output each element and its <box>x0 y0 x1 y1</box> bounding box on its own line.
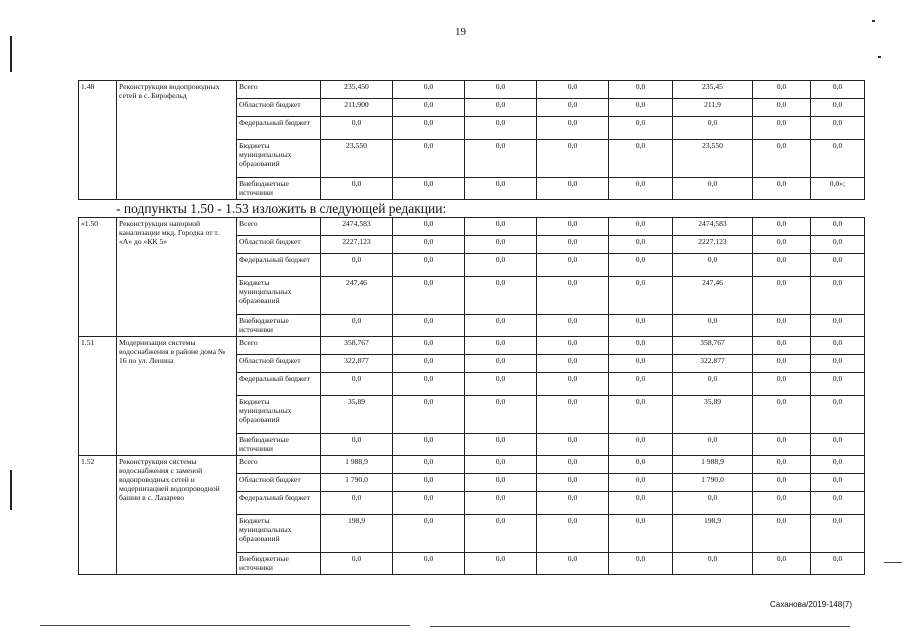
amount-cell: 0,0 <box>393 373 465 396</box>
amount-cell: 0,0 <box>393 218 465 236</box>
amount-cell: 0,0 <box>537 396 609 434</box>
amount-cell: 1 790,0 <box>321 474 393 492</box>
amount-cell: 0,0 <box>609 492 673 515</box>
amount-cell: 0,0 <box>811 396 865 434</box>
amount-cell: 0,0 <box>609 337 673 355</box>
amount-cell: 0,0 <box>753 456 811 474</box>
amount-cell: 0,0 <box>465 99 537 117</box>
amount-cell: 0,0 <box>393 117 465 140</box>
amount-cell: 35,89 <box>673 396 753 434</box>
amount-cell: 0,0 <box>609 99 673 117</box>
amount-cell: 0,0 <box>811 236 865 254</box>
amount-cell: 1 988,9 <box>673 456 753 474</box>
amount-cell: 0,0 <box>609 178 673 200</box>
amount-cell: 0,0 <box>321 117 393 140</box>
amount-cell: 0,0 <box>811 99 865 117</box>
amount-cell: 0,0 <box>465 474 537 492</box>
amount-cell: 0,0 <box>537 178 609 200</box>
amount-cell: 0,0 <box>465 337 537 355</box>
amount-cell: 0,0 <box>673 315 753 337</box>
amount-cell: 0,0 <box>537 337 609 355</box>
document-code: Саханова/2019-148(7) <box>770 600 852 609</box>
table-row <box>79 81 865 99</box>
amount-cell: 0,0 <box>537 81 609 99</box>
amount-cell: 23,550 <box>673 140 753 178</box>
funding-source: Бюджеты муниципальных образований <box>237 140 321 178</box>
budget-table-1-48 <box>78 80 865 200</box>
amount-cell: 0,0 <box>393 492 465 515</box>
amount-cell: 0,0 <box>321 254 393 277</box>
amount-cell: 0,0 <box>673 254 753 277</box>
amount-cell: 0,0 <box>753 337 811 355</box>
amount-cell: 0,0 <box>321 315 393 337</box>
amount-cell: 0,0 <box>609 140 673 178</box>
amount-cell: 0,0 <box>465 178 537 200</box>
amount-cell: 0,0 <box>673 434 753 456</box>
amount-cell: 0,0 <box>811 337 865 355</box>
scan-edge-mark <box>10 470 12 510</box>
amount-cell: 0,0 <box>393 474 465 492</box>
amount-cell: 247,46 <box>321 277 393 315</box>
table-row <box>79 456 865 474</box>
amount-cell: 0,0 <box>537 254 609 277</box>
amount-cell: 0,0 <box>465 434 537 456</box>
amount-cell: 0,0 <box>753 117 811 140</box>
scan-edge-mark <box>10 36 12 72</box>
funding-source: Федеральный бюджет <box>237 117 321 140</box>
amount-cell: 0,0 <box>537 355 609 373</box>
amount-cell: 2227,123 <box>321 236 393 254</box>
amount-cell: 0,0 <box>811 254 865 277</box>
item-name: Реконструкция напорной канализации мкд. Городка от т. «А» до «КК 5» <box>117 218 237 337</box>
amount-cell: 0,0 <box>321 178 393 200</box>
amount-cell: 0,0 <box>393 456 465 474</box>
amount-cell: 0,0 <box>609 218 673 236</box>
amount-cell: 1 790,0 <box>673 474 753 492</box>
amount-cell: 198,9 <box>673 515 753 553</box>
amount-cell: 235,45 <box>673 81 753 99</box>
amount-cell: 0,0 <box>537 373 609 396</box>
amount-cell: 0,0 <box>537 218 609 236</box>
funding-source: Областной бюджет <box>237 236 321 254</box>
amount-cell: 0,0 <box>811 515 865 553</box>
funding-source: Федеральный бюджет <box>237 492 321 515</box>
amount-cell: 0,0 <box>537 277 609 315</box>
funding-source: Внебюджетные источники <box>237 178 321 200</box>
amount-cell: 0,0 <box>393 396 465 434</box>
amount-cell: 0,0 <box>321 553 393 575</box>
amount-cell: 0,0 <box>537 434 609 456</box>
amount-cell: 0,0 <box>609 456 673 474</box>
amount-cell: 0,0 <box>465 553 537 575</box>
amount-cell: 0,0 <box>609 315 673 337</box>
scan-side-line <box>884 562 902 563</box>
amount-cell: 0,0 <box>673 492 753 515</box>
amount-cell: 0,0»; <box>811 178 865 200</box>
table-row <box>79 218 865 236</box>
amount-cell: 0,0 <box>465 456 537 474</box>
amount-cell: 0,0 <box>537 456 609 474</box>
amount-cell: 0,0 <box>321 373 393 396</box>
amount-cell: 2474,583 <box>673 218 753 236</box>
amount-cell: 0,0 <box>321 492 393 515</box>
amount-cell: 0,0 <box>465 492 537 515</box>
item-number: 1.48 <box>79 81 117 200</box>
amount-cell: 0,0 <box>609 254 673 277</box>
funding-source: Внебюджетные источники <box>237 315 321 337</box>
amount-cell: 0,0 <box>811 315 865 337</box>
amount-cell: 0,0 <box>753 553 811 575</box>
amount-cell: 1 988,9 <box>321 456 393 474</box>
amount-cell: 211,900 <box>321 99 393 117</box>
amount-cell: 0,0 <box>811 277 865 315</box>
amount-cell: 247,46 <box>673 277 753 315</box>
amount-cell: 2474,583 <box>321 218 393 236</box>
amount-cell: 0,0 <box>393 254 465 277</box>
amount-cell: 0,0 <box>753 474 811 492</box>
amount-cell: 0,0 <box>537 315 609 337</box>
item-name: Модернизация системы водоснабжения в районе дома № 16 по ул. Ленина <box>117 337 237 456</box>
amount-cell: 0,0 <box>393 337 465 355</box>
amount-cell: 0,0 <box>753 396 811 434</box>
amount-cell: 0,0 <box>753 254 811 277</box>
amount-cell: 0,0 <box>609 474 673 492</box>
amount-cell: 0,0 <box>811 434 865 456</box>
amount-cell: 0,0 <box>753 99 811 117</box>
amount-cell: 0,0 <box>609 373 673 396</box>
amount-cell: 0,0 <box>753 236 811 254</box>
amount-cell: 0,0 <box>811 218 865 236</box>
amount-cell: 0,0 <box>811 117 865 140</box>
amount-cell: 0,0 <box>609 81 673 99</box>
amount-cell: 0,0 <box>393 553 465 575</box>
amount-cell: 0,0 <box>609 355 673 373</box>
item-number: 1.51 <box>79 337 117 456</box>
amount-cell: 0,0 <box>465 396 537 434</box>
funding-source: Федеральный бюджет <box>237 254 321 277</box>
amount-cell: 0,0 <box>609 553 673 575</box>
scan-bottom-line <box>430 626 850 627</box>
amount-cell: 0,0 <box>465 515 537 553</box>
amount-cell: 0,0 <box>465 140 537 178</box>
amount-cell: 0,0 <box>465 355 537 373</box>
amount-cell: 0,0 <box>753 277 811 315</box>
amount-cell: 0,0 <box>753 492 811 515</box>
scan-speck <box>872 20 875 22</box>
amount-cell: 0,0 <box>393 277 465 315</box>
amount-cell: 0,0 <box>673 178 753 200</box>
funding-source: Внебюджетные источники <box>237 553 321 575</box>
amount-cell: 0,0 <box>321 434 393 456</box>
funding-source: Всего <box>237 81 321 99</box>
amount-cell: 0,0 <box>753 434 811 456</box>
amount-cell: 0,0 <box>811 81 865 99</box>
section-subheading: - подпункты 1.50 - 1.53 изложить в следующей редакции: <box>116 201 447 216</box>
amount-cell: 0,0 <box>465 236 537 254</box>
amount-cell: 0,0 <box>609 236 673 254</box>
amount-cell: 0,0 <box>465 218 537 236</box>
amount-cell: 0,0 <box>753 355 811 373</box>
budget-table-1-50-1-52 <box>78 217 865 575</box>
amount-cell: 2227,123 <box>673 236 753 254</box>
amount-cell: 0,0 <box>753 140 811 178</box>
amount-cell: 0,0 <box>753 515 811 553</box>
amount-cell: 0,0 <box>393 515 465 553</box>
scan-speck <box>878 56 881 58</box>
amount-cell: 0,0 <box>673 553 753 575</box>
amount-cell: 358,767 <box>673 337 753 355</box>
funding-source: Областной бюджет <box>237 355 321 373</box>
amount-cell: 0,0 <box>811 373 865 396</box>
amount-cell: 0,0 <box>753 218 811 236</box>
item-number: 1.52 <box>79 456 117 575</box>
item-name: Реконструкция системы водоснабжения с заменой водопроводных сетей и модернизацией водопроводной башни в с. Лазарево <box>117 456 237 575</box>
amount-cell: 0,0 <box>609 515 673 553</box>
table-row <box>79 337 865 355</box>
funding-source: Внебюджетные источники <box>237 434 321 456</box>
amount-cell: 0,0 <box>465 254 537 277</box>
amount-cell: 0,0 <box>393 178 465 200</box>
amount-cell: 0,0 <box>537 140 609 178</box>
funding-source: Бюджеты муниципальных образований <box>237 515 321 553</box>
funding-source: Бюджеты муниципальных образований <box>237 396 321 434</box>
amount-cell: 0,0 <box>537 99 609 117</box>
amount-cell: 0,0 <box>393 315 465 337</box>
funding-source: Всего <box>237 218 321 236</box>
amount-cell: 0,0 <box>753 373 811 396</box>
amount-cell: 0,0 <box>811 140 865 178</box>
amount-cell: 0,0 <box>609 434 673 456</box>
amount-cell: 0,0 <box>753 81 811 99</box>
funding-source: Бюджеты муниципальных образований <box>237 277 321 315</box>
amount-cell: 0,0 <box>811 492 865 515</box>
amount-cell: 358,767 <box>321 337 393 355</box>
amount-cell: 0,0 <box>393 140 465 178</box>
amount-cell: 0,0 <box>465 117 537 140</box>
funding-source: Всего <box>237 456 321 474</box>
funding-source: Федеральный бюджет <box>237 373 321 396</box>
funding-source: Областной бюджет <box>237 99 321 117</box>
amount-cell: 0,0 <box>609 277 673 315</box>
amount-cell: 0,0 <box>465 81 537 99</box>
amount-cell: 0,0 <box>393 99 465 117</box>
item-name: Реконструкция водопроводных сетей в с. Бирофельд <box>117 81 237 200</box>
funding-source: Областной бюджет <box>237 474 321 492</box>
amount-cell: 23,550 <box>321 140 393 178</box>
scan-bottom-line <box>40 625 410 626</box>
amount-cell: 211,9 <box>673 99 753 117</box>
amount-cell: 0,0 <box>609 396 673 434</box>
amount-cell: 0,0 <box>465 277 537 315</box>
funding-source: Всего <box>237 337 321 355</box>
amount-cell: 0,0 <box>537 515 609 553</box>
amount-cell: 0,0 <box>609 117 673 140</box>
amount-cell: 0,0 <box>393 236 465 254</box>
amount-cell: 0,0 <box>537 492 609 515</box>
amount-cell: 0,0 <box>537 236 609 254</box>
amount-cell: 35,89 <box>321 396 393 434</box>
amount-cell: 198,9 <box>321 515 393 553</box>
amount-cell: 0,0 <box>537 117 609 140</box>
amount-cell: 322,877 <box>321 355 393 373</box>
amount-cell: 0,0 <box>465 373 537 396</box>
page-number: 19 <box>455 26 466 38</box>
amount-cell: 0,0 <box>811 355 865 373</box>
amount-cell: 0,0 <box>811 553 865 575</box>
amount-cell: 322,877 <box>673 355 753 373</box>
amount-cell: 0,0 <box>393 355 465 373</box>
amount-cell: 0,0 <box>753 315 811 337</box>
item-number: «1.50 <box>79 218 117 337</box>
amount-cell: 0,0 <box>537 474 609 492</box>
amount-cell: 0,0 <box>811 456 865 474</box>
amount-cell: 0,0 <box>393 434 465 456</box>
amount-cell: 0,0 <box>753 178 811 200</box>
amount-cell: 0,0 <box>673 373 753 396</box>
amount-cell: 0,0 <box>537 553 609 575</box>
amount-cell: 0,0 <box>393 81 465 99</box>
amount-cell: 235,450 <box>321 81 393 99</box>
amount-cell: 0,0 <box>673 117 753 140</box>
amount-cell: 0,0 <box>811 474 865 492</box>
amount-cell: 0,0 <box>465 315 537 337</box>
